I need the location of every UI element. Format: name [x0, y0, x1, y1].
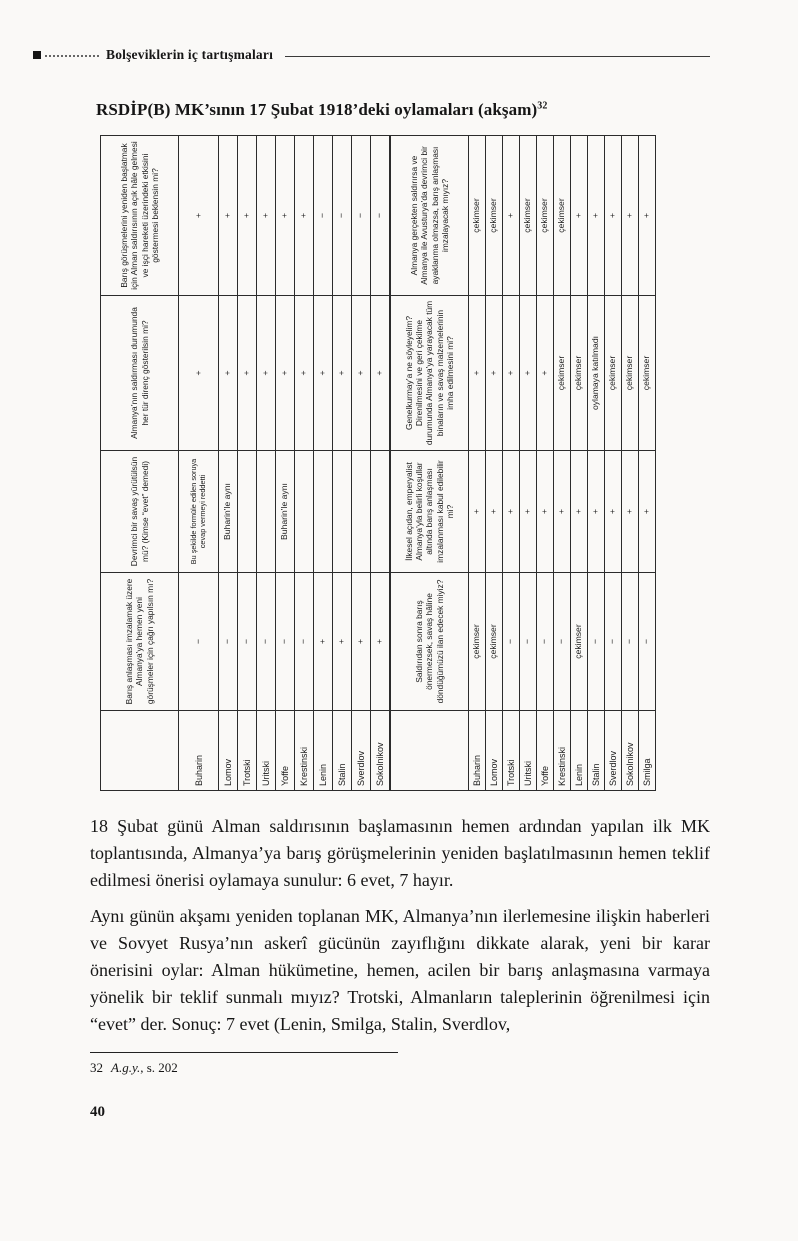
- table-title-text: RSDİP(B) MK’sının 17 Şubat 1918’deki oylamaları (akşam): [96, 100, 538, 119]
- vote-cell: +: [295, 296, 314, 451]
- vote-cell: −: [295, 573, 314, 711]
- member-row: [605, 136, 622, 791]
- vote-cell: −: [537, 573, 554, 711]
- vote-cell: +: [371, 573, 390, 711]
- vote-cell: +: [314, 296, 333, 451]
- vote-cell: −: [622, 573, 639, 711]
- vote-cell: çekimser: [469, 573, 486, 711]
- vote-cell: −: [588, 573, 605, 711]
- member-name: Trotski: [503, 711, 520, 791]
- member-name: Uritski: [520, 711, 537, 791]
- vote-cell: Bu şekilde formüle edilen soruya cevap vermeyi reddetti: [179, 451, 219, 573]
- member-row: [276, 136, 295, 791]
- vote-cell: +: [554, 451, 571, 573]
- vote-cell: +: [520, 451, 537, 573]
- member-row: [219, 136, 238, 791]
- vote-cell: çekimser: [554, 136, 571, 296]
- vote-cell: +: [639, 136, 656, 296]
- vote-cell: +: [486, 451, 503, 573]
- vote-cell: [295, 451, 314, 573]
- footnote-source: A.g.y.: [111, 1060, 141, 1075]
- member-name: Yoffe: [537, 711, 554, 791]
- vote-cell: [238, 451, 257, 573]
- member-row: [503, 136, 520, 791]
- member-name: Sverdlov: [605, 711, 622, 791]
- question-header-3: Genelkurmay’a ne söyleyelim? Direnilmesini ve geri çekilme durumunda Almanya’ya yarayacak tüm binaların ve savaş malzemelerinin imha edilmesini mi?: [391, 296, 469, 451]
- vote-cell: −: [333, 136, 352, 296]
- member-name: Lomov: [486, 711, 503, 791]
- corner-cell: [101, 711, 179, 791]
- vote-cell: −: [520, 573, 537, 711]
- vote-cell: +: [371, 296, 390, 451]
- vote-cell: +: [520, 296, 537, 451]
- footnote-reference: 32: [537, 100, 548, 112]
- member-name: Lenin: [314, 711, 333, 791]
- vote-cell: [333, 451, 352, 573]
- vote-cell: +: [622, 451, 639, 573]
- question-header-1: Saldırıdan sonra barış önermezsek, savaş hâline döndüğümüzü ilan edecek miyiz?: [391, 573, 469, 711]
- rotated-vote-table: [100, 134, 654, 791]
- vote-cell: +: [352, 573, 371, 711]
- question-header-4: Barış görüşmelerini yeniden başlatmak için Alman saldırısının açık hâle gelmesi ve işçi hareketi üzerindeki etkisini göstermesi beklensin mi?: [101, 136, 179, 296]
- member-name: Smilga: [639, 711, 656, 791]
- running-header: [33, 46, 710, 64]
- vote-cell: +: [503, 136, 520, 296]
- vote-cell: −: [554, 573, 571, 711]
- vote-cell: çekimser: [520, 136, 537, 296]
- vote-cell: −: [257, 573, 276, 711]
- member-row: [639, 136, 656, 791]
- vote-cell: +: [605, 136, 622, 296]
- member-name: Trotski: [238, 711, 257, 791]
- vote-cell: −: [276, 573, 295, 711]
- vote-cell: +: [639, 451, 656, 573]
- vote-cell: çekimser: [486, 573, 503, 711]
- member-name: Stalin: [333, 711, 352, 791]
- member-row: [371, 136, 390, 791]
- vote-cell: +: [179, 136, 219, 296]
- vote-cell: −: [371, 136, 390, 296]
- vote-cell: +: [276, 296, 295, 451]
- member-name: Krestinski: [554, 711, 571, 791]
- vote-cell: çekimser: [639, 296, 656, 451]
- vote-cell: +: [276, 136, 295, 296]
- vote-cell: +: [257, 296, 276, 451]
- vote-cell: +: [238, 136, 257, 296]
- member-row: [238, 136, 257, 791]
- member-row: [486, 136, 503, 791]
- vote-cell: +: [588, 451, 605, 573]
- vote-cell: [371, 451, 390, 573]
- member-row: [571, 136, 588, 791]
- vote-cell: −: [238, 573, 257, 711]
- member-name: Uritski: [257, 711, 276, 791]
- vote-cell: çekimser: [469, 136, 486, 296]
- vote-cell: çekimser: [486, 136, 503, 296]
- vote-cell: +: [503, 451, 520, 573]
- member-row: [314, 136, 333, 791]
- vote-cell: +: [179, 296, 219, 451]
- member-name: Buharin: [179, 711, 219, 791]
- vote-cell: −: [503, 573, 520, 711]
- vote-cell: +: [238, 296, 257, 451]
- vote-cell: çekimser: [554, 296, 571, 451]
- vote-cell: +: [537, 296, 554, 451]
- vote-cell: +: [295, 136, 314, 296]
- vote-cell: −: [179, 573, 219, 711]
- question-header-2: İlkesel açıdan, emperyalist Almanya’yla belirli koşullar altında barış anlaşması imzalanması kabul edilebilir mi?: [391, 451, 469, 573]
- corner-cell: [391, 711, 469, 791]
- vote-cell: +: [588, 136, 605, 296]
- header-square-marker: [33, 51, 41, 59]
- vote-cell: +: [333, 573, 352, 711]
- vote-cell: +: [537, 451, 554, 573]
- vote-cell: −: [639, 573, 656, 711]
- member-row: [179, 136, 219, 791]
- member-row: [295, 136, 314, 791]
- footnote: [90, 1060, 710, 1076]
- member-row: [588, 136, 605, 791]
- member-name: Sverdlov: [352, 711, 371, 791]
- vote-cell: çekimser: [571, 296, 588, 451]
- member-name: Lomov: [219, 711, 238, 791]
- vote-cell: +: [257, 136, 276, 296]
- vote-cell: oylamaya katılmadı: [588, 296, 605, 451]
- question-header-3: Almanya’nın saldırması durumunda her tür direnç gösterilsin mi?: [101, 296, 179, 451]
- member-row: [257, 136, 276, 791]
- question-header-1: Barış anlaşması imzalamak üzere Almanya’ya hemen yeni görüşmeler için çağrı yapılsın mı?: [101, 573, 179, 711]
- vote-cell: [314, 451, 333, 573]
- vote-cell: Buharin’le aynı: [219, 451, 238, 573]
- question-header-4: Almanya gerçekten saldırırsa ve Almanya ile Avusturya’da devrimci bir ayaklanma olmazsa, barış anlaşması imzalayacak mıyız?: [391, 136, 469, 296]
- vote-cell: Buharin’le aynı: [276, 451, 295, 573]
- member-name: Stalin: [588, 711, 605, 791]
- vote-cell: +: [219, 296, 238, 451]
- member-row: [352, 136, 371, 791]
- vote-cell: +: [622, 136, 639, 296]
- vote-cell: [352, 451, 371, 573]
- vote-table-1: [100, 135, 390, 791]
- member-name: Sokolnikov: [622, 711, 639, 791]
- page-number: 40: [90, 1104, 105, 1120]
- footnote-number: 32: [90, 1060, 103, 1075]
- member-row: [554, 136, 571, 791]
- vote-cell: çekimser: [622, 296, 639, 451]
- vote-cell: −: [219, 573, 238, 711]
- footnote-suffix: , s. 202: [140, 1060, 178, 1075]
- vote-cell: −: [605, 573, 622, 711]
- question-header-row: [101, 136, 179, 791]
- vote-cell: +: [469, 296, 486, 451]
- member-row: [520, 136, 537, 791]
- vote-cell: +: [469, 451, 486, 573]
- member-row: [469, 136, 486, 791]
- vote-cell: +: [605, 451, 622, 573]
- vote-cell: +: [571, 451, 588, 573]
- vote-cell: −: [314, 136, 333, 296]
- vote-cell: +: [314, 573, 333, 711]
- member-name: Krestinski: [295, 711, 314, 791]
- vote-cell: [257, 451, 276, 573]
- member-name: Buharin: [469, 711, 486, 791]
- running-header-title: Bolşeviklerin iç tartışmaları: [106, 47, 274, 62]
- member-row: [537, 136, 554, 791]
- body-paragraph-1: 18 Şubat günü Alman saldırısının başlamasının hemen ardından yapılan ilk MK toplantısında, Almanya’ya barış görüşmelerinin yeniden başlatılmasının hemen teklif edilmesi önerisi oylamaya sunulur: 6 evet, 7 hayır.: [90, 816, 710, 890]
- body-text: [90, 813, 710, 1038]
- header-dotted-leader: [45, 55, 99, 57]
- body-paragraph-2: Aynı günün akşamı yeniden toplanan MK, Almanya’nın ilerlemesine ilişkin haberleri ve Sovyet Rusya’nın askerî gücünün zayıflığını dikkate alarak, yeni bir karar önerisini oylar: Alman hükümetine, hemen, acilen bir barış anlaşmasına varmaya yönelik bir teklif sunmalı mıyız? Trotski, Almanların taleplerinin öğrenilmesi için “evet” der. Sonuç: 7 evet (Lenin, Smilga, Stalin, Sverdlov,: [90, 906, 710, 1034]
- vote-tables-container: [100, 136, 656, 791]
- member-row: [333, 136, 352, 791]
- footnote-separator: [90, 1052, 398, 1053]
- vote-cell: +: [486, 296, 503, 451]
- member-name: Lenin: [571, 711, 588, 791]
- question-header-2: Devrimci bir savaş yürütülsün mü? (Kimse “evet” demedi): [101, 451, 179, 573]
- table-title: [96, 100, 710, 120]
- vote-cell: +: [352, 296, 371, 451]
- vote-table-2: [390, 135, 656, 791]
- vote-cell: çekimser: [571, 573, 588, 711]
- question-header-row: [391, 136, 469, 791]
- vote-cell: çekimser: [537, 136, 554, 296]
- header-rule: [285, 56, 710, 57]
- vote-cell: +: [503, 296, 520, 451]
- vote-cell: çekimser: [605, 296, 622, 451]
- member-row: [622, 136, 639, 791]
- vote-cell: +: [219, 136, 238, 296]
- vote-cell: −: [352, 136, 371, 296]
- vote-cell: +: [333, 296, 352, 451]
- member-name: Yoffe: [276, 711, 295, 791]
- member-name: Sokolnikov: [371, 711, 390, 791]
- vote-cell: +: [571, 136, 588, 296]
